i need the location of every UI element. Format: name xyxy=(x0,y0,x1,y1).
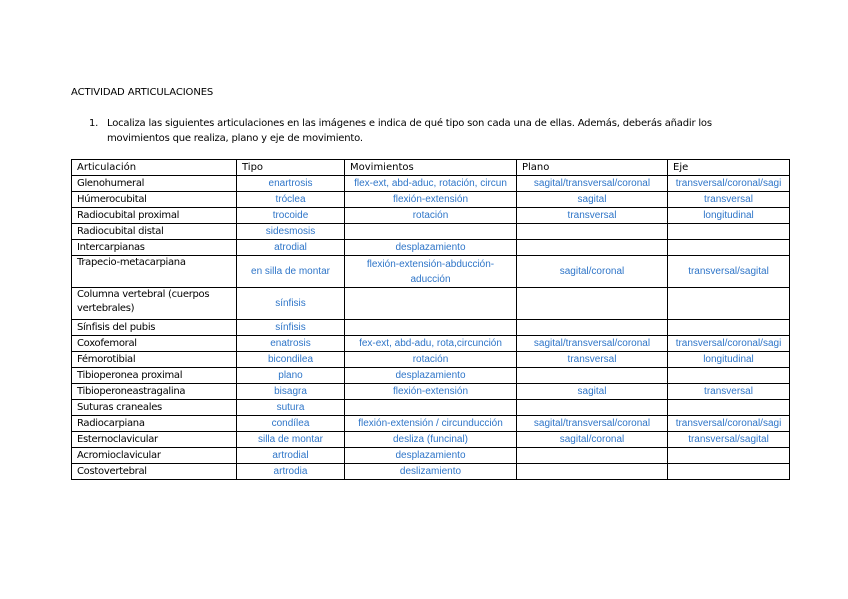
table-row xyxy=(72,176,790,192)
movimientos-cell xyxy=(345,400,517,416)
plano-cell: transversal xyxy=(517,352,668,368)
plano-cell: sagital xyxy=(517,192,668,208)
plano-cell: sagital/coronal xyxy=(517,432,668,448)
eje-cell: transversal xyxy=(668,384,790,400)
table-row xyxy=(72,208,790,224)
joints-table xyxy=(71,159,790,480)
articulacion-cell: Esternoclavicular xyxy=(72,432,237,448)
movimientos-cell xyxy=(345,320,517,336)
plano-cell xyxy=(517,240,668,256)
plano-cell xyxy=(517,464,668,480)
tipo-cell: bisagra xyxy=(237,384,345,400)
tipo-cell: tróclea xyxy=(237,192,345,208)
tipo-cell: trocoide xyxy=(237,208,345,224)
tipo-cell: en silla de montar xyxy=(237,256,345,288)
eje-cell xyxy=(668,368,790,384)
tipo-cell: plano xyxy=(237,368,345,384)
movimientos-cell: flexión-extensión-abducción-aducción xyxy=(345,256,517,288)
plano-cell: sagital/transversal/coronal xyxy=(517,416,668,432)
tipo-cell: sínfisis xyxy=(237,320,345,336)
eje-cell: longitudinal xyxy=(668,352,790,368)
plano-cell: sagital/transversal/coronal xyxy=(517,176,668,192)
movimientos-cell xyxy=(345,288,517,320)
movimientos-cell: flex-ext, abd-aduc, rotación, circun xyxy=(345,176,517,192)
tipo-cell: bicondilea xyxy=(237,352,345,368)
articulacion-cell: Radiocubital distal xyxy=(72,224,237,240)
articulacion-cell: Trapecio-metacarpiana xyxy=(72,256,237,288)
eje-cell: transversal/coronal/sagi xyxy=(668,336,790,352)
movimientos-cell: deslizamiento xyxy=(345,464,517,480)
articulacion-cell: Coxofemoral xyxy=(72,336,237,352)
plano-cell: transversal xyxy=(517,208,668,224)
eje-cell: transversal/coronal/sagi xyxy=(668,176,790,192)
plano-cell xyxy=(517,368,668,384)
articulacion-cell: Tibioperonea proximal xyxy=(72,368,237,384)
header-cell: Articulación xyxy=(72,160,237,176)
table-row xyxy=(72,448,790,464)
movimientos-cell: desplazamiento xyxy=(345,448,517,464)
eje-cell xyxy=(668,400,790,416)
movimientos-cell: rotación xyxy=(345,208,517,224)
movimientos-cell: flexión-extensión / circunducción xyxy=(345,416,517,432)
articulacion-cell: Suturas craneales xyxy=(72,400,237,416)
table-row xyxy=(72,256,790,288)
table-row xyxy=(72,320,790,336)
eje-cell xyxy=(668,224,790,240)
plano-cell: sagital/transversal/coronal xyxy=(517,336,668,352)
header-cell: Eje xyxy=(668,160,790,176)
table-header-row xyxy=(72,160,790,176)
eje-cell: transversal/sagital xyxy=(668,256,790,288)
tipo-cell: condílea xyxy=(237,416,345,432)
articulacion-cell: Sínfisis del pubis xyxy=(72,320,237,336)
movimientos-cell: flexión-extensión xyxy=(345,192,517,208)
articulacion-cell: Radiocarpiana xyxy=(72,416,237,432)
header-cell: Plano xyxy=(517,160,668,176)
tipo-cell: artrodia xyxy=(237,464,345,480)
movimientos-cell: fex-ext, abd-adu, rota,circunción xyxy=(345,336,517,352)
articulacion-cell: Fémorotibial xyxy=(72,352,237,368)
table-row xyxy=(72,352,790,368)
page-title: ACTIVIDAD ARTICULACIONES xyxy=(71,87,214,98)
tipo-cell: sidesmosis xyxy=(237,224,345,240)
articulacion-cell: Húmerocubital xyxy=(72,192,237,208)
articulacion-cell: Intercarpianas xyxy=(72,240,237,256)
eje-cell: transversal xyxy=(668,192,790,208)
table-row xyxy=(72,416,790,432)
table-row xyxy=(72,464,790,480)
table-row xyxy=(72,432,790,448)
table-row xyxy=(72,336,790,352)
articulacion-cell: Tibioperoneastragalina xyxy=(72,384,237,400)
eje-cell xyxy=(668,320,790,336)
plano-cell: sagital/coronal xyxy=(517,256,668,288)
movimientos-cell: desplazamiento xyxy=(345,240,517,256)
articulacion-cell: Columna vertebral (cuerpos vertebrales) xyxy=(72,288,237,320)
header-cell: Movimientos xyxy=(345,160,517,176)
plano-cell xyxy=(517,400,668,416)
header-cell: Tipo xyxy=(237,160,345,176)
tipo-cell: enartrosis xyxy=(237,176,345,192)
movimientos-cell: flexión-extensión xyxy=(345,384,517,400)
movimientos-cell: rotación xyxy=(345,352,517,368)
articulacion-cell: Acromioclavicular xyxy=(72,448,237,464)
articulacion-cell: Radiocubital proximal xyxy=(72,208,237,224)
tipo-cell: silla de montar xyxy=(237,432,345,448)
articulacion-cell: Glenohumeral xyxy=(72,176,237,192)
plano-cell xyxy=(517,320,668,336)
table-row xyxy=(72,240,790,256)
tipo-cell: sínfisis xyxy=(237,288,345,320)
eje-cell xyxy=(668,240,790,256)
table-row xyxy=(72,192,790,208)
tipo-cell: enatrosis xyxy=(237,336,345,352)
movimientos-cell: desplazamiento xyxy=(345,368,517,384)
table-row xyxy=(72,288,790,320)
plano-cell: sagital xyxy=(517,384,668,400)
tipo-cell: sutura xyxy=(237,400,345,416)
eje-cell: transversal/coronal/sagi xyxy=(668,416,790,432)
table-row xyxy=(72,384,790,400)
articulacion-cell: Costovertebral xyxy=(72,464,237,480)
eje-cell: transversal/sagital xyxy=(668,432,790,448)
tipo-cell: artrodial xyxy=(237,448,345,464)
instruction-number: 1. xyxy=(89,118,99,129)
plano-cell xyxy=(517,224,668,240)
plano-cell xyxy=(517,448,668,464)
table-row xyxy=(72,400,790,416)
instruction-text: Localiza las siguientes articulaciones en las imágenes e indica de qué tipo son cada una de ellas. Además, deberás añadir los movimientos que realiza, plano y eje de movimiento. xyxy=(107,118,712,144)
table-row xyxy=(72,224,790,240)
table-row xyxy=(72,368,790,384)
eje-cell: longitudinal xyxy=(668,208,790,224)
movimientos-cell: desliza (funcinal) xyxy=(345,432,517,448)
eje-cell xyxy=(668,448,790,464)
movimientos-cell xyxy=(345,224,517,240)
eje-cell xyxy=(668,464,790,480)
tipo-cell: atrodial xyxy=(237,240,345,256)
eje-cell xyxy=(668,288,790,320)
plano-cell xyxy=(517,288,668,320)
